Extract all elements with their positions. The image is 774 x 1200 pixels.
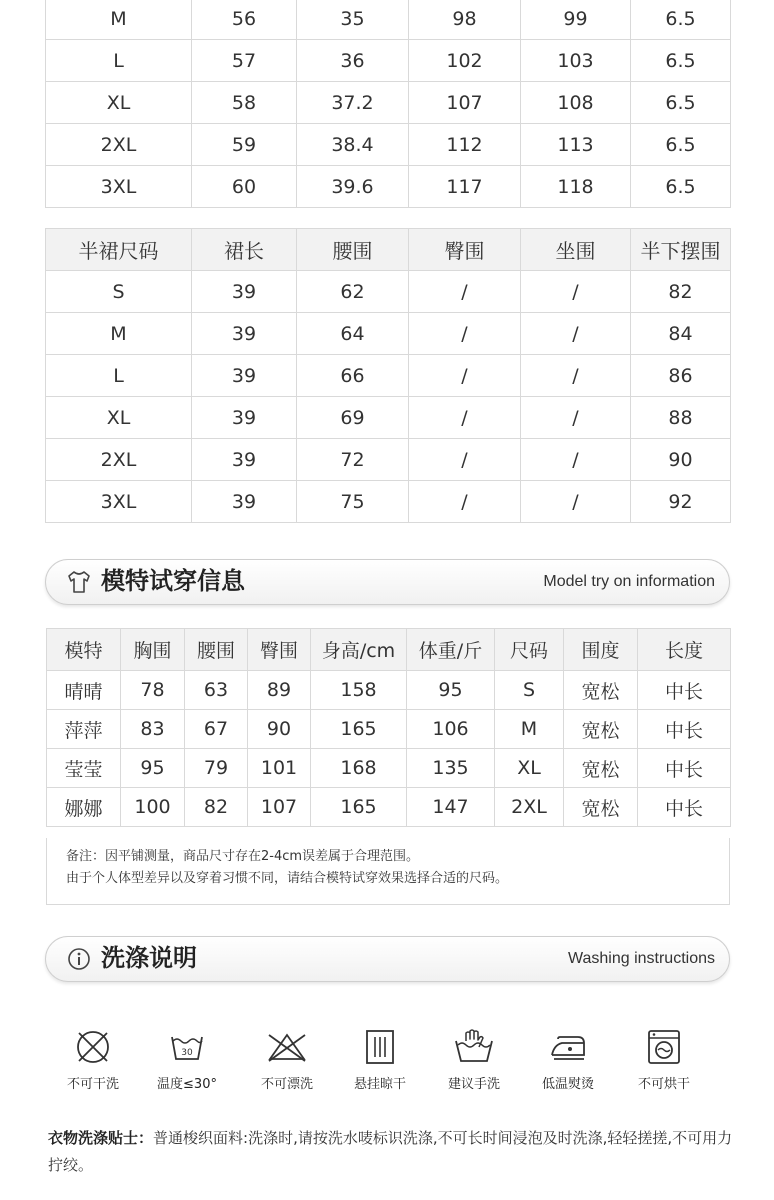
table-cell: 165 bbox=[311, 710, 407, 749]
table-cell: 39 bbox=[192, 481, 297, 523]
table-cell: / bbox=[409, 271, 521, 313]
no-tumble-dry-icon bbox=[644, 1027, 684, 1067]
table-cell: 72 bbox=[297, 439, 409, 481]
table-cell: 103 bbox=[521, 40, 631, 82]
table-cell: 宽松 bbox=[564, 671, 638, 710]
wash-item-hang-dry bbox=[334, 1027, 426, 1092]
table-header-cell: 长度 bbox=[638, 629, 731, 671]
skirt-size-row bbox=[46, 313, 731, 355]
wash-item-no-bleach bbox=[241, 1027, 333, 1092]
table-cell: 89 bbox=[248, 671, 311, 710]
table-cell: / bbox=[521, 481, 631, 523]
table-cell: 39 bbox=[192, 271, 297, 313]
table-cell: 39 bbox=[192, 439, 297, 481]
table-header-row bbox=[46, 229, 731, 271]
table-cell: 62 bbox=[297, 271, 409, 313]
table-cell: / bbox=[409, 439, 521, 481]
table-header-cell: 半裙尺码 bbox=[46, 229, 192, 271]
table-cell: M bbox=[46, 0, 192, 40]
note-line-1: 备注：因平铺测量，商品尺寸存在2-4cm误差属于合理范围。 bbox=[66, 849, 420, 864]
table-cell: 56 bbox=[192, 0, 297, 40]
table-cell: 6.5 bbox=[631, 40, 731, 82]
table-cell: / bbox=[521, 397, 631, 439]
wash-section-title: 洗涤说明 bbox=[101, 944, 197, 972]
table-cell: 82 bbox=[631, 271, 731, 313]
table-header-cell: 腰围 bbox=[185, 629, 248, 671]
table-cell: 3XL bbox=[46, 166, 192, 208]
table-cell: 158 bbox=[311, 671, 407, 710]
wash-30-icon bbox=[167, 1027, 207, 1067]
table-cell: 107 bbox=[248, 788, 311, 827]
table-cell: M bbox=[495, 710, 564, 749]
wash-section-title-en: Washing instructions bbox=[567, 950, 715, 967]
table-header-cell: 体重/斤 bbox=[407, 629, 495, 671]
skirt-size-table bbox=[45, 228, 731, 523]
table-cell: M bbox=[46, 313, 192, 355]
low-iron-icon bbox=[546, 1027, 590, 1067]
table-cell: 中长 bbox=[638, 671, 731, 710]
table-header-cell: 围度 bbox=[564, 629, 638, 671]
model-row bbox=[47, 788, 731, 827]
table-cell: / bbox=[409, 481, 521, 523]
table-header-cell: 胸围 bbox=[121, 629, 185, 671]
table-header-row bbox=[47, 629, 731, 671]
table-cell: 106 bbox=[407, 710, 495, 749]
table-cell: 78 bbox=[121, 671, 185, 710]
table-cell: 112 bbox=[409, 124, 521, 166]
model-section-title-en: Model try on information bbox=[543, 573, 715, 590]
top-size-table bbox=[45, 0, 731, 208]
model-row bbox=[47, 671, 731, 710]
table-cell: 37.2 bbox=[297, 82, 409, 124]
table-cell: 135 bbox=[407, 749, 495, 788]
table-cell: 39 bbox=[192, 355, 297, 397]
table-cell: 3XL bbox=[46, 481, 192, 523]
table-header-cell: 身高/cm bbox=[311, 629, 407, 671]
skirt-size-row bbox=[46, 397, 731, 439]
table-cell: 60 bbox=[192, 166, 297, 208]
shirt-icon bbox=[66, 569, 92, 595]
table-cell: 2XL bbox=[46, 124, 192, 166]
table-cell: 118 bbox=[521, 166, 631, 208]
notes-box bbox=[46, 838, 730, 905]
table-cell: 165 bbox=[311, 788, 407, 827]
table-cell: 102 bbox=[409, 40, 521, 82]
table-cell: 90 bbox=[631, 439, 731, 481]
table-cell: 宽松 bbox=[564, 788, 638, 827]
table-cell: 66 bbox=[297, 355, 409, 397]
table-header-cell: 裙长 bbox=[192, 229, 297, 271]
table-cell: 6.5 bbox=[631, 82, 731, 124]
table-cell: 39 bbox=[192, 313, 297, 355]
table-cell: / bbox=[521, 313, 631, 355]
size-row bbox=[46, 124, 731, 166]
table-header-cell: 腰围 bbox=[297, 229, 409, 271]
svg-text:30: 30 bbox=[181, 1048, 193, 1058]
size-row bbox=[46, 82, 731, 124]
size-row bbox=[46, 166, 731, 208]
table-cell: 147 bbox=[407, 788, 495, 827]
hand-wash-icon bbox=[452, 1027, 496, 1067]
table-cell: 99 bbox=[521, 0, 631, 40]
wash-section-header bbox=[45, 936, 730, 982]
table-cell: 57 bbox=[192, 40, 297, 82]
table-cell: 69 bbox=[297, 397, 409, 439]
table-cell: 35 bbox=[297, 0, 409, 40]
table-cell: 6.5 bbox=[631, 124, 731, 166]
table-cell: 宽松 bbox=[564, 710, 638, 749]
table-cell: L bbox=[46, 355, 192, 397]
table-cell: 75 bbox=[297, 481, 409, 523]
table-cell: 101 bbox=[248, 749, 311, 788]
table-cell: 6.5 bbox=[631, 166, 731, 208]
table-cell: 娜娜 bbox=[47, 788, 121, 827]
wash-item-30 bbox=[141, 1027, 233, 1092]
wash-label: 悬挂晾干 bbox=[353, 1077, 406, 1092]
skirt-size-row bbox=[46, 355, 731, 397]
table-cell: 100 bbox=[121, 788, 185, 827]
care-tips-label: 衣物洗涤贴士： bbox=[48, 1129, 154, 1147]
table-cell: 117 bbox=[409, 166, 521, 208]
table-cell: 107 bbox=[409, 82, 521, 124]
table-cell: 39.6 bbox=[297, 166, 409, 208]
table-header-cell: 尺码 bbox=[495, 629, 564, 671]
table-header-cell: 模特 bbox=[47, 629, 121, 671]
table-cell: 中长 bbox=[638, 710, 731, 749]
wash-label: 不可烘干 bbox=[637, 1077, 690, 1092]
hang-dry-icon bbox=[360, 1027, 400, 1067]
model-row bbox=[47, 710, 731, 749]
table-cell: 88 bbox=[631, 397, 731, 439]
care-tips bbox=[48, 1125, 738, 1179]
table-cell: / bbox=[409, 355, 521, 397]
table-cell: / bbox=[409, 313, 521, 355]
wash-label: 温度≤30° bbox=[157, 1077, 217, 1092]
table-cell: / bbox=[409, 397, 521, 439]
wash-label: 不可漂洗 bbox=[260, 1077, 313, 1092]
table-cell: 95 bbox=[121, 749, 185, 788]
model-section-header bbox=[45, 559, 730, 605]
table-cell: 58 bbox=[192, 82, 297, 124]
model-section-title: 模特试穿信息 bbox=[101, 567, 245, 595]
table-cell: 82 bbox=[185, 788, 248, 827]
table-cell: / bbox=[521, 355, 631, 397]
size-row bbox=[46, 0, 731, 40]
size-row bbox=[46, 40, 731, 82]
table-cell: / bbox=[521, 439, 631, 481]
table-cell: 2XL bbox=[46, 439, 192, 481]
wash-item-low-iron bbox=[522, 1027, 614, 1092]
skirt-size-row bbox=[46, 439, 731, 481]
table-cell: 113 bbox=[521, 124, 631, 166]
note-line-2: 由于个人体型差异以及穿着习惯不同，请结合模特试穿效果选择合适的尺码。 bbox=[66, 871, 509, 886]
wash-item-no-dry-clean bbox=[47, 1027, 139, 1092]
table-cell: 84 bbox=[631, 313, 731, 355]
skirt-size-row bbox=[46, 271, 731, 313]
table-header-cell: 臀围 bbox=[248, 629, 311, 671]
wash-label: 不可干洗 bbox=[66, 1077, 119, 1092]
table-cell: S bbox=[46, 271, 192, 313]
table-cell: 95 bbox=[407, 671, 495, 710]
table-header-cell: 半下摆围 bbox=[631, 229, 731, 271]
table-cell: 79 bbox=[185, 749, 248, 788]
table-cell: 36 bbox=[297, 40, 409, 82]
table-cell: 108 bbox=[521, 82, 631, 124]
table-cell: 中长 bbox=[638, 749, 731, 788]
table-cell: XL bbox=[495, 749, 564, 788]
wash-item-no-tumble-dry bbox=[618, 1027, 710, 1092]
table-header-cell: 坐围 bbox=[521, 229, 631, 271]
skirt-size-row bbox=[46, 481, 731, 523]
table-cell: 86 bbox=[631, 355, 731, 397]
table-cell: 中长 bbox=[638, 788, 731, 827]
wash-label: 低温熨烫 bbox=[541, 1077, 594, 1092]
table-cell: 90 bbox=[248, 710, 311, 749]
table-cell: / bbox=[521, 271, 631, 313]
table-cell: 莹莹 bbox=[47, 749, 121, 788]
table-cell: 83 bbox=[121, 710, 185, 749]
info-icon bbox=[66, 946, 92, 972]
table-cell: 萍萍 bbox=[47, 710, 121, 749]
table-cell: 2XL bbox=[495, 788, 564, 827]
table-cell: 63 bbox=[185, 671, 248, 710]
table-cell: S bbox=[495, 671, 564, 710]
care-tips-text: 普通梭织面料:洗涤时,请按洗水唛标识洗涤,不可长时间浸泡及时洗涤,轻轻搓搓,不可用力拧绞。 bbox=[48, 1129, 733, 1174]
model-table bbox=[46, 628, 731, 827]
table-cell: 59 bbox=[192, 124, 297, 166]
table-cell: 98 bbox=[409, 0, 521, 40]
wash-item-hand-wash bbox=[428, 1027, 520, 1092]
table-cell: 92 bbox=[631, 481, 731, 523]
wash-label: 建议手洗 bbox=[447, 1077, 500, 1092]
table-cell: 64 bbox=[297, 313, 409, 355]
table-header-cell: 臀围 bbox=[409, 229, 521, 271]
table-cell: 6.5 bbox=[631, 0, 731, 40]
table-cell: 晴晴 bbox=[47, 671, 121, 710]
table-cell: XL bbox=[46, 397, 192, 439]
table-cell: 67 bbox=[185, 710, 248, 749]
table-cell: 168 bbox=[311, 749, 407, 788]
no-dry-clean-icon bbox=[73, 1027, 113, 1067]
model-row bbox=[47, 749, 731, 788]
table-cell: 宽松 bbox=[564, 749, 638, 788]
table-cell: L bbox=[46, 40, 192, 82]
table-cell: XL bbox=[46, 82, 192, 124]
table-cell: 38.4 bbox=[297, 124, 409, 166]
no-bleach-icon bbox=[265, 1027, 309, 1067]
table-cell: 39 bbox=[192, 397, 297, 439]
